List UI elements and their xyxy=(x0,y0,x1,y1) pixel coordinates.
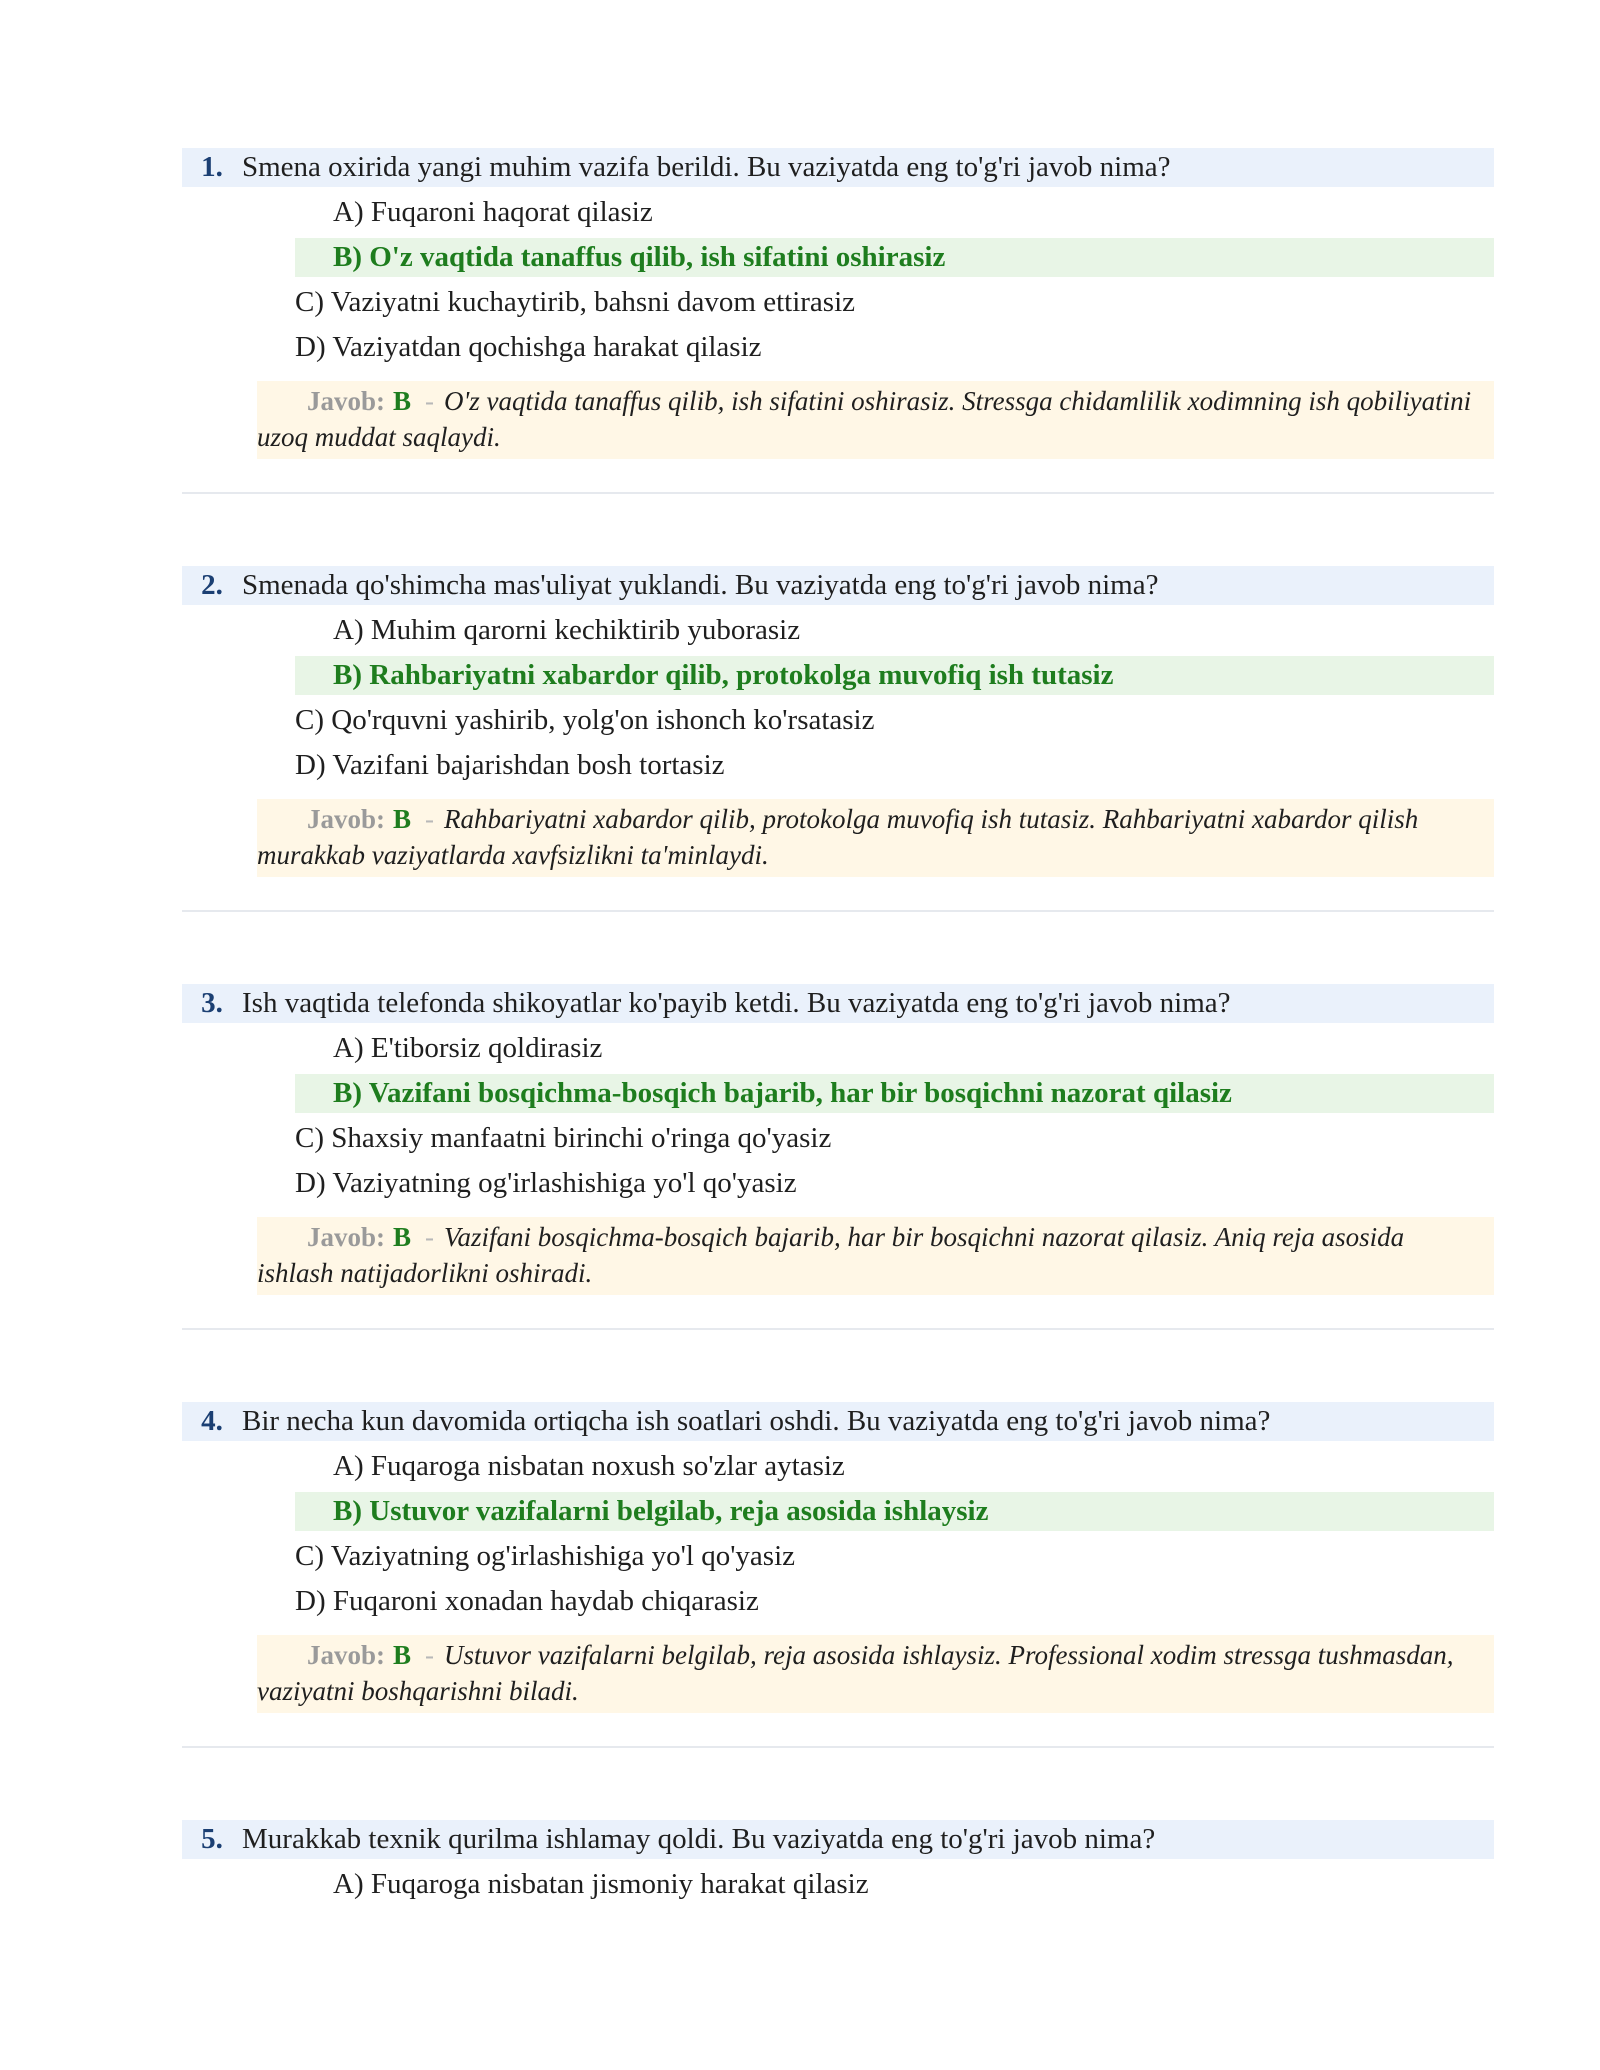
question-number: 4. xyxy=(201,1405,223,1437)
question-3 xyxy=(182,984,1494,1295)
question-text: Bir necha kun davomida ortiqcha ish soatlari oshdi. Bu vaziyatda eng to'g'ri javob nima? xyxy=(242,1405,1271,1437)
answer-label: Javob: xyxy=(307,1222,386,1252)
divider xyxy=(182,492,1494,494)
option-b-correct: B) Ustuvor vazifalarni belgilab, reja asosida ishlaysiz xyxy=(295,1492,1494,1531)
answer-dash: - xyxy=(425,804,435,834)
option-d: D) Vazifani bajarishdan bosh tortasiz xyxy=(295,749,725,781)
question-4 xyxy=(182,1402,1494,1713)
question-header xyxy=(182,148,1494,187)
question-5 xyxy=(182,1820,1494,1904)
question-text: Ish vaqtida telefonda shikoyatlar ko'payib ketdi. Bu vaziyatda eng to'g'ri javob nima? xyxy=(242,987,1231,1019)
answer-box xyxy=(257,1217,1494,1295)
answer-label: Javob: xyxy=(307,1640,386,1670)
answer-box xyxy=(257,799,1494,877)
answer-label: Javob: xyxy=(307,804,386,834)
answer-explanation: Vazifani bosqichma-bosqich bajarib, har bir bosqichni nazorat qilasiz. Aniq reja asosida ishlash natijadorlikni oshiradi. xyxy=(257,1222,1405,1288)
option-d: D) Vaziyatdan qochishga harakat qilasiz xyxy=(295,331,762,363)
option-d: D) Vaziyatning og'irlashishiga yo'l qo'yasiz xyxy=(295,1167,797,1199)
question-text: Smena oxirida yangi muhim vazifa berildi. Bu vaziyatda eng to'g'ri javob nima? xyxy=(242,151,1171,183)
question-2 xyxy=(182,566,1494,877)
option-c: C) Vaziyatni kuchaytirib, bahsni davom ettirasiz xyxy=(295,286,855,318)
option-d: D) Fuqaroni xonadan haydab chiqarasiz xyxy=(295,1585,759,1617)
option-c: C) Shaxsiy manfaatni birinchi o'ringa qo'yasiz xyxy=(295,1122,832,1154)
answer-explanation: Ustuvor vazifalarni belgilab, reja asosida ishlaysiz. Professional xodim stressga tushmasdan, vaziyatni boshqarishni biladi. xyxy=(257,1640,1454,1706)
answer-label: Javob: xyxy=(307,386,386,416)
divider xyxy=(182,1746,1494,1748)
option-a: A) E'tiborsiz qoldirasiz xyxy=(333,1032,603,1064)
question-text: Murakkab texnik qurilma ishlamay qoldi. Bu vaziyatda eng to'g'ri javob nima? xyxy=(242,1823,1156,1855)
answer-letter: B xyxy=(393,804,412,834)
answer-letter: B xyxy=(393,1222,412,1252)
answer-box xyxy=(257,381,1494,459)
option-c: C) Vaziyatning og'irlashishiga yo'l qo'yasiz xyxy=(295,1540,796,1572)
question-header xyxy=(182,984,1494,1023)
question-header xyxy=(182,1402,1494,1441)
answer-letter: B xyxy=(393,1640,412,1670)
option-b-correct: B) Rahbariyatni xabardor qilib, protokolga muvofiq ish tutasiz xyxy=(295,656,1494,695)
question-number: 3. xyxy=(201,987,223,1019)
question-header xyxy=(182,1820,1494,1859)
question-header xyxy=(182,566,1494,605)
option-c: C) Qo'rquvni yashirib, yolg'on ishonch ko'rsatasiz xyxy=(295,704,875,736)
divider xyxy=(182,910,1494,912)
question-number: 5. xyxy=(201,1823,223,1855)
answer-explanation: Rahbariyatni xabardor qilib, protokolga muvofiq ish tutasiz. Rahbariyatni xabardor qilish murakkab vaziyatlarda xavfsizlikni ta'minlaydi. xyxy=(257,804,1419,870)
option-a: A) Muhim qarorni kechiktirib yuborasiz xyxy=(333,614,801,646)
option-a: A) Fuqaroni haqorat qilasiz xyxy=(333,196,653,228)
answer-dash: - xyxy=(425,1222,435,1252)
question-number: 2. xyxy=(201,569,223,601)
question-number: 1. xyxy=(201,151,223,183)
question-text: Smenada qo'shimcha mas'uliyat yuklandi. Bu vaziyatda eng to'g'ri javob nima? xyxy=(242,569,1159,601)
option-b-correct: B) O'z vaqtida tanaffus qilib, ish sifatini oshirasiz xyxy=(295,238,1494,277)
answer-dash: - xyxy=(425,1640,435,1670)
divider xyxy=(182,1328,1494,1330)
option-a: A) Fuqaroga nisbatan jismoniy harakat qilasiz xyxy=(333,1868,869,1900)
option-b-correct: B) Vazifani bosqichma-bosqich bajarib, har bir bosqichni nazorat qilasiz xyxy=(295,1074,1494,1113)
answer-explanation: O'z vaqtida tanaffus qilib, ish sifatini oshirasiz. Stressga chidamlilik xodimning ish qobiliyatini uzoq muddat saqlaydi. xyxy=(257,386,1472,452)
answer-box xyxy=(257,1635,1494,1713)
question-1 xyxy=(182,148,1494,459)
answer-dash: - xyxy=(425,386,435,416)
option-a: A) Fuqaroga nisbatan noxush so'zlar aytasiz xyxy=(333,1450,845,1482)
answer-letter: B xyxy=(393,386,412,416)
